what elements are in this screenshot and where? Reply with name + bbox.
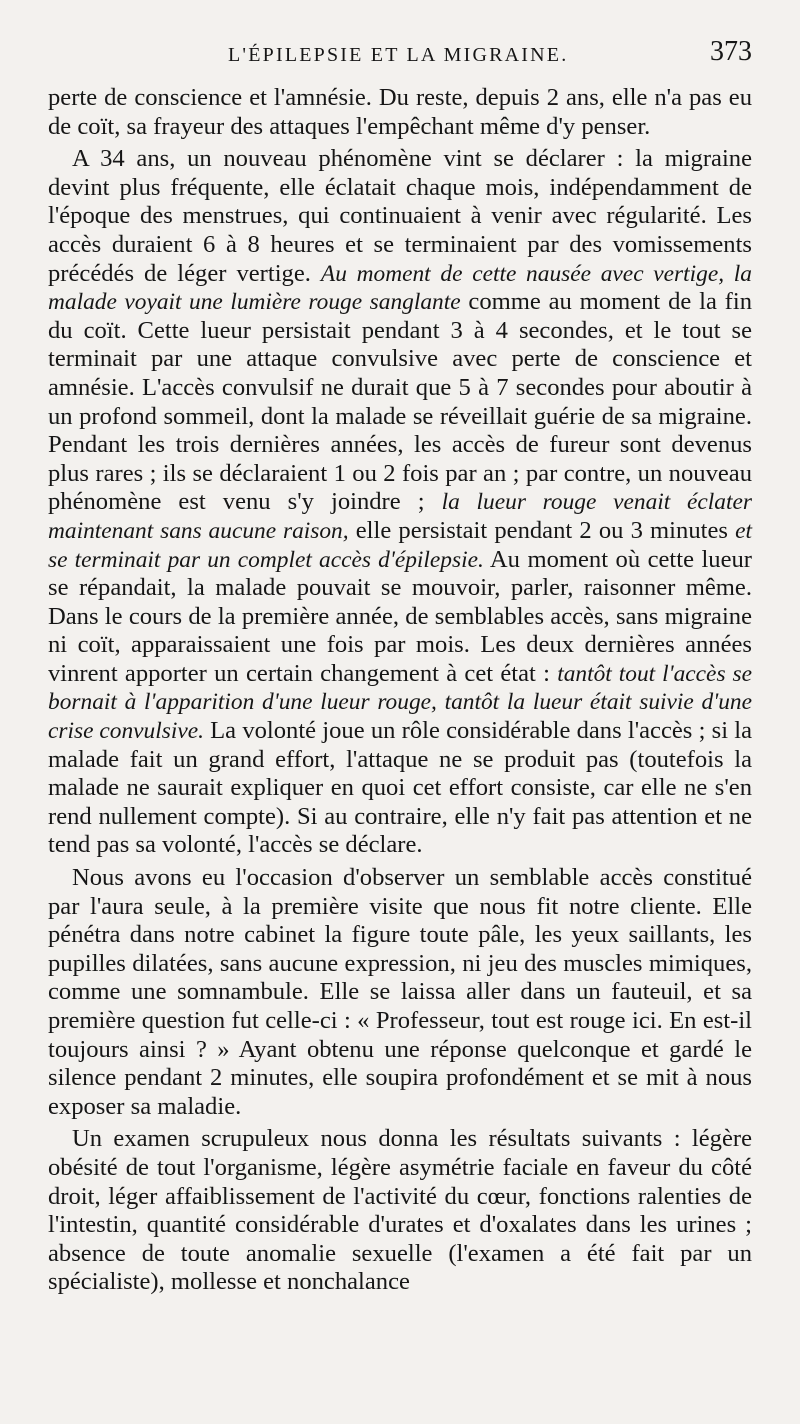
page-number: 373 [710, 36, 752, 67]
italic-text-segment: Au moment de cette nausée avec vertige, la malade voyait une lumière rouge sanglante [48, 260, 752, 316]
text-segment: A 34 ans, un nouveau phénomène vint se déclarer : la migraine devint plus fréquente, elle éclatait chaque mois, indépendamment de l'époque des menstrues, qui continuaient à venir avec régularité. Les accès duraient 6 à 8 heures et se terminaient par des vomissements précédés de léger vertige. [48, 145, 752, 287]
text-segment: Au moment où cette lueur se répandait, la malade pouvait se mouvoir, parler, raisonner même. Dans le cours de la première année, de semblables accès, sans migraine ni coït, apparaissaient une fois par mois. Les deux dernières années vinrent apporter un certain changement à cet état : [48, 545, 752, 687]
text-segment: La volonté joue un rôle considérable dans l'accès ; si la malade fait un grand effort, l'attaque ne se produit pas (toutefois la malade ne saurait expliquer en quoi cet effort consiste, car elle ne s'en rend nullement compte). Si au contraire, elle n'y fait pas attention et ne tend pas sa volonté, l'accès se déclare. [48, 717, 752, 859]
paragraph [48, 1125, 752, 1297]
text-segment: elle persistait pendant 2 ou 3 minutes [348, 516, 736, 544]
text-segment: Un examen scrupuleux nous donna les résultats suivants : légère obésité de tout l'organisme, légère asymétrie faciale en faveur du côté droit, léger affaiblissement de l'activité du cœur, fonctions ralenties de l'intestin, quantité considérable d'urates et d'oxalates dans les urines ; absence de toute anomalie sexuelle (l'examen a été fait par un spécialiste), mollesse et nonchalance [48, 1125, 752, 1296]
text-segment: Nous avons eu l'occasion d'observer un semblable accès constitué par l'aura seule, à la première visite que nous fit notre cliente. Elle pénétra dans notre cabinet la figure toute pâle, les yeux saillants, les pupilles dilatées, sans aucune expression, ni jeu des muscles mimiques, comme une somnambule. Elle se laissa aller dans un fauteuil, et sa première question fut celle-ci : « Professeur, tout est rouge ici. En est-il toujours ainsi ? » Ayant obtenu une réponse quelconque et gardé le silence pendant 2 minutes, elle soupira profondément et se mit à nous exposer sa maladie. [48, 864, 752, 1120]
running-title: L'ÉPILEPSIE ET LA MIGRAINE. [228, 44, 569, 66]
paragraph [48, 864, 752, 1121]
italic-text-segment: et se terminait par un complet accès d'épilepsie. [48, 517, 752, 573]
text-segment: perte de conscience et l'amnésie. Du reste, depuis 2 ans, elle n'a pas eu de coït, sa frayeur des attaques l'empêchant même d'y penser. [48, 84, 752, 140]
paragraph [48, 84, 752, 141]
paragraph [48, 145, 752, 860]
text-segment: comme au moment de la fin du coït. Cette lueur persistait pendant 3 à 4 secondes, et le tout se terminait par une attaque convulsive avec perte de conscience et amnésie. L'accès convulsif ne durait que 5 à 7 secondes pour aboutir à un profond sommeil, dont la malade se réveillait guérie de sa migraine. Pendant les trois dernières années, les accès de fureur sont devenus plus rares ; ils se déclaraient 1 ou 2 fois par an ; par contre, un nouveau phénomène est venu s'y joindre ; [48, 288, 752, 516]
italic-text-segment: la lueur rouge venait éclater maintenant sans aucune raison, [48, 489, 752, 544]
italic-text-segment: tantôt tout l'accès se bornait à l'apparition d'une lueur rouge, tantôt la lueur était suivie d'une crise convulsive. [48, 660, 752, 745]
page-header [48, 36, 752, 76]
body-text [48, 84, 752, 1297]
